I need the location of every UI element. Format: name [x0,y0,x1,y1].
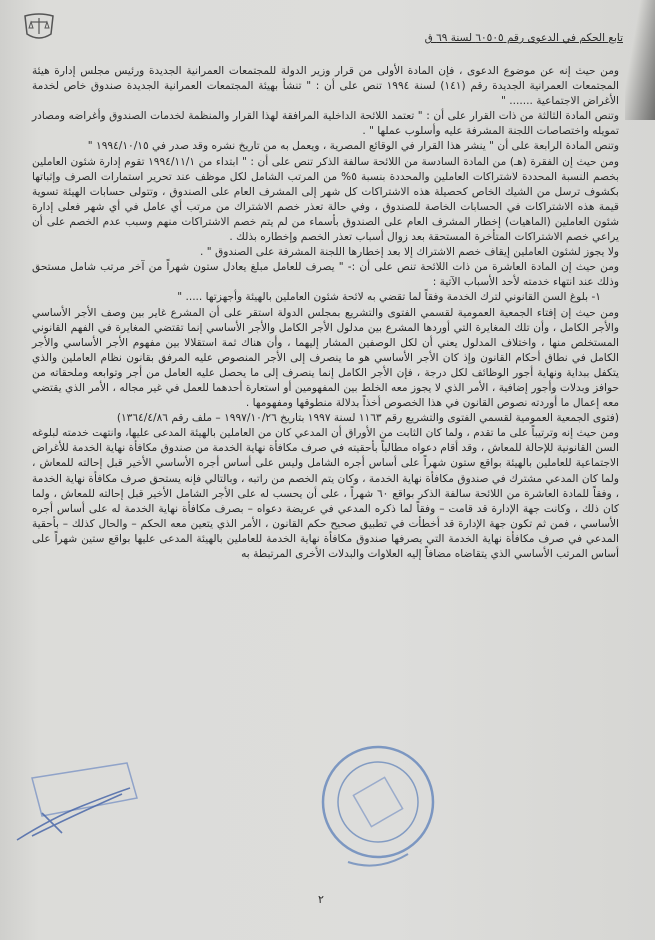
paragraph: ولا يجوز لشئون العاملين إيقاف خصم الاشتراك إلا بعد إخطارها اللجنة المشرفة على الصندوق " . [200,246,619,259]
citation: (فتوى الجمعية العمومية لقسمي الفتوى والتشريع رقم ١١٦٣ لسنة ١٩٩٧ بتاريخ ١٩٩٧/١٠/٢٦ – ملف رقم ١٣٦٤/٤/٨٦) [116,412,619,425]
page-fold-shadow [625,0,655,120]
paragraph: ومن حيث إن إفتاء الجمعية العمومية لقسمي الفتوى والتشريع بمجلس الدولة استقر على أن المشرع غاير بين وصف الأجر الأساسي والأجر الكامل ، وأن تلك المغايرة التي أوردها المشرع بين مدلول الأجر الكامل والأجر الأساسي إنما تقتضي المغايرة في الفهم القانوني المستخلص منها ، واختلاف المدلول يعني أن لكل الوصفين المشار إليهما ، وأن هناك ثمة استقلالا بين مفهوم الأجر الأساسي والأجر الكامل في نطاق أحكام القانون وإذ كان الأجر الأساسي هو ما ينصرف إلى الأجر المنصوص عليه المرفق بقانون نظام العاملين والذي يتكفل ببداية ونهاية أجور الوظائف لكل درجة ، فإن الأجر الكامل إنما ينصرف إلى ما يحصل عليه العامل من أجر وتوابعه وملحقاته من حوافز وبدلات وأجور إضافية ، الأمر الذي لا يجوز معه الخلط بين المفهومين أو استعارة أحدهما للعمل في غير مجاله ، الأمر الذي يقتضي معه إعمال ما أوردته نصوص القانون في هذا الخصوص أخذاً بدلالة منطوقها ومفهومها . [32,306,619,410]
case-reference-header: تابع الحكم في الدعوى رقم ٦٠٥٠٥ لسنة ٦٩ ق [424,32,623,44]
list-item: ١- بلوغ السن القانوني لترك الخدمة وفقاً لما تقضي به لائحة شئون العاملين بالهيئة وأجهزتها ..... " [177,291,601,304]
paragraph: ومن حيث إن الفقرة (هـ) من المادة السادسة من اللائحة سالفة الذكر تنص على أن : " ابتداء من ١٩٩٤/١١/١ تقوم إدارة شئون العاملين بخصم النسبة المحددة لاشتراكات العاملين والمحددة بنسبة ٥% من المرتب الشامل لكل موظف عند تحرير استمارات الصرف وإثباتها بكشوف ترسل من الشيك الخاص كحصيلة هذه الاشتراكات كل شهر إلى المشرف العام على الصندوق ، وتتولى حسابات الهيئة تسوية قيمة هذه الاشتراكات في الحسابات الخاصة للصندوق ، وفي حالة تعذر خصم الاشتراك من مرتب أي عامل في أي شهر فعلى إدارة شئون العاملين (الماهيات) إخطار المشرف العام على الصندوق بأسماء من لم يتم خصم الاشتراكات منهم وسبب عدم الخصم على أن يراعي خصم الاشتراكات المتأخرة المستحقة بعد زوال أسباب تعذر الخصم وإخطاره بذلك . [32,155,619,244]
page-number: ٢ [318,893,324,906]
scales-of-justice-logo-icon [22,12,56,42]
paragraph: ومن حيث إنه وترتيباً على ما تقدم ، ولما كان الثابت من الأوراق أن المدعي كان من العاملين بالهيئة المدعى عليها، وانتهت خدمته لبلوغه السن القانونية للإحالة للمعاش ، وقد أقام دعواه مطالباً بأحقيته في صرف مكافأة نهاية الخدمة من صندوق مكافأة نهاية الخدمة للأغراض الاجتماعية للعاملين بالهيئة بواقع ستون شهراً على أساس أجره الشامل وليس على أساس أجره الأساسي الأخير قبل إحالته للمعاش ، ولما كان المدعي مشترك في صندوق مكافأة نهاية الخدمة ، وكان يتم الخصم من راتبه ، وبالتالي فإنه يستحق صرف مكافأة نهاية الخدمة ، وفقاً للمادة العاشرة من اللائحة سالفة الذكر بواقع ٦٠ شهراً ، على أن يحسب له على الأجر الشامل الأخير قبل إحالته للمعاش ، ولما كان ذلك ، وكانت جهة الإدارة قد قامت – وفقاً لما ذكره المدعي في عريضة دعواه – بصرف مكافأة نهاية الخدمة له على أساس أجره الأساسي ، فمن ثم تكون جهة الإدارة قد أخطأت في تطبيق صحيح حكم القانون ، الأمر الذي يتعين معه الحكم – والحال كذلك – بأحقية المدعي في صرف مكافأة نهاية الخدمة التي يصرفها صندوق مكافأة نهاية الخدمة للعاملين بالهيئة المدعى عليها بواقع ستين شهراً على أساس المرتب الأساسي الذي يتقاضاه مضافاً إليه العلاوات والبدلات الأخرى المرتبطة به [32,427,619,560]
paragraph: ومن حيث إنه عن موضوع الدعوى ، فإن المادة الأولى من قرار وزير الدولة للمجتمعات العمرانية الجديدة ورئيس مجلس إدارة هيئة المجتمعات العمرانية الجديدة رقم (١٤١) لسنة ١٩٩٤ تنص على أن : " تنشأ بهيئة المجتمعات العمرانية الجديدة صندوق خاص لخدمة الأغراض الاجتماعية ....... " [32,65,619,108]
rectangular-stamp-with-signature [12,758,152,848]
paragraph: وتنص المادة الرابعة على أن " ينشر هذا القرار في الوقائع المصرية ، ويعمل به من تاريخ نشره وقد صدر في ١٩٩٤/١٠/١٥ " [87,140,619,153]
paragraph: ومن حيث إن المادة العاشرة من ذات اللائحة تنص على أن :- " يصرف للعامل مبلغ يعادل ستون شهراً من آخر مرتب شامل مستحق وذلك عند انتهاء خدمته لأحد الأسباب الآتية : [32,261,619,289]
circular-official-seal [308,742,443,877]
paragraph: وتنص المادة الثالثة من ذات القرار على أن : " تعتمد اللائحة الداخلية المرافقة لهذا القرار والمنظمة لخدمات الصندوق وأغراضه ومصادر تمويله واختصاصات اللجنة المشرفة عليه وأسلوب عملها " . [32,110,619,138]
judgment-body [32,64,619,562]
